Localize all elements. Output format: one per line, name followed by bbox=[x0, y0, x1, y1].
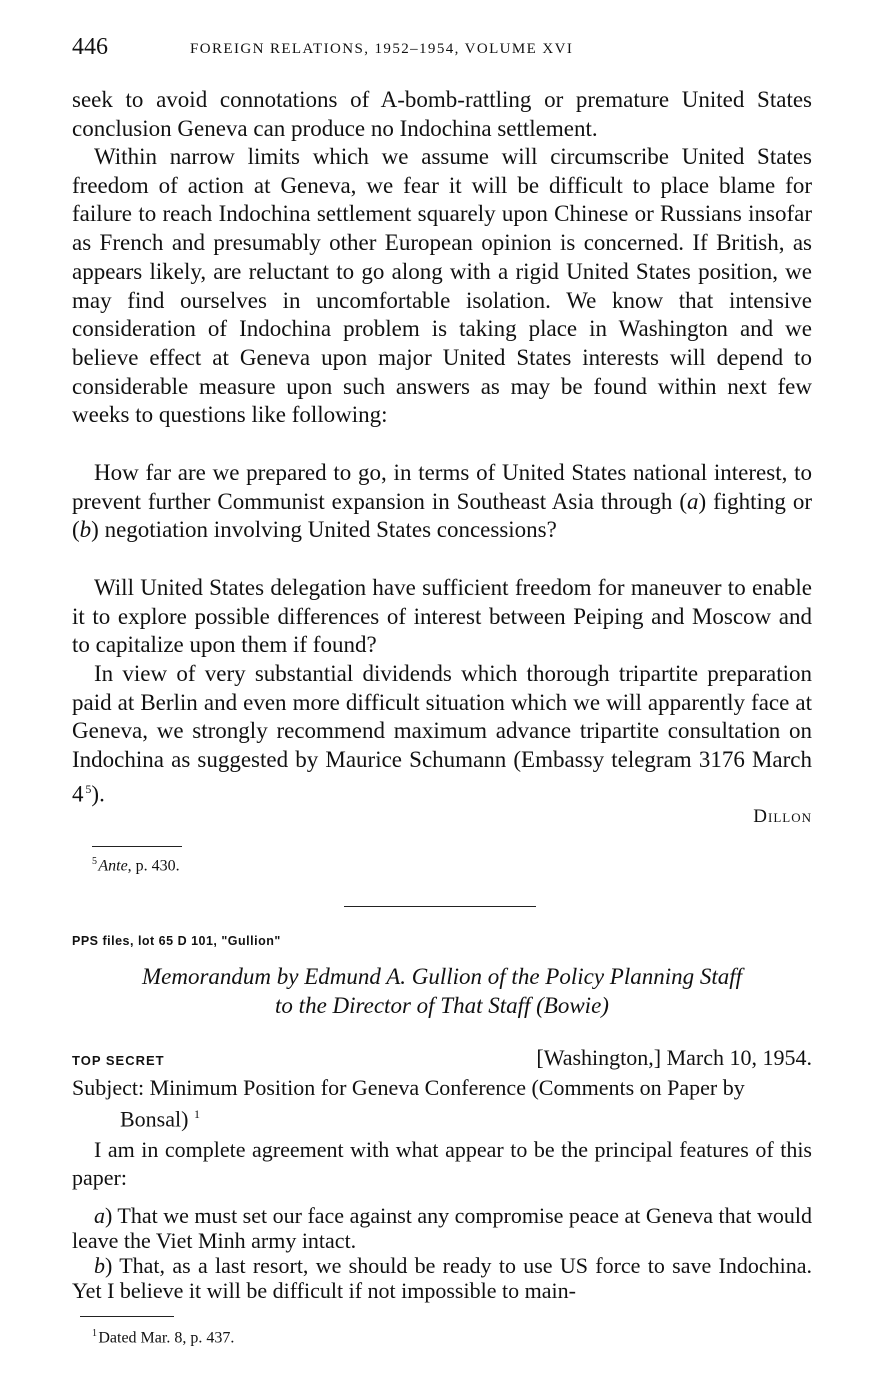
running-header bbox=[72, 34, 812, 64]
item-b-text: ) That, as a last resort, we should be ready to use US force to save Indochina. Yet I believe it will be difficult if not impossible to main- bbox=[72, 1253, 812, 1303]
telegram-paragraph-5 bbox=[72, 660, 812, 809]
footnote-ref-5: 5 bbox=[85, 781, 92, 796]
footnote-mark-1: 1 bbox=[92, 1328, 97, 1339]
footnote-mark: 5 bbox=[92, 856, 97, 867]
footnote-ref-1: 1 bbox=[193, 1107, 200, 1121]
subject-line bbox=[72, 1074, 812, 1132]
item-a-letter: a bbox=[94, 1203, 105, 1228]
footnote-rule-2 bbox=[80, 1316, 174, 1317]
p3-text-a: How far are we prepared to go, in terms of United States national interest, to prevent further Communist expansion in Southeast Asia through ( bbox=[72, 460, 812, 514]
subject-text: Subject: Minimum Position for Geneva Conference (Comments on Paper by Bonsal) bbox=[72, 1075, 745, 1132]
footnote-rule bbox=[92, 846, 182, 847]
footnote-1 bbox=[92, 1328, 234, 1347]
memo-paragraph-1: I am in complete agreement with what appear to be the principal features of this paper: bbox=[72, 1137, 812, 1190]
memo-item-a bbox=[72, 1203, 812, 1253]
source-note: PPS files, lot 65 D 101, "Gullion" bbox=[72, 934, 281, 948]
dateline: [Washington,] March 10, 1954. bbox=[536, 1045, 812, 1070]
p3-text-c: ) negotiation involving United States concessions? bbox=[91, 517, 557, 543]
memo-title-line-1: Memorandum by Edmund A. Gullion of the Policy Planning Staff bbox=[141, 964, 743, 989]
footnote-5 bbox=[92, 856, 180, 875]
p3-text-b: ) fighting or ( bbox=[72, 488, 812, 543]
signature: Dillon bbox=[753, 806, 812, 827]
p5-text: In view of very substantial dividends which thorough tripartite preparation paid at Berlin and even more difficult situation which we will apparently face at Geneva, we strongly recommend maximum advance tripartite consultation on Indochina as suggested by Maurice Schumann (Embassy telegram 3176 March 4 bbox=[72, 661, 812, 807]
page-number: 446 bbox=[72, 34, 108, 60]
p3-letter-a: a bbox=[686, 488, 699, 514]
item-a-text: ) That we must set our face against any compromise peace at Geneva that would leave the Viet Minh army intact. bbox=[72, 1203, 813, 1253]
memo-title bbox=[72, 962, 812, 1020]
memo-item-b bbox=[72, 1253, 812, 1303]
footnote-text: , p. 430. bbox=[127, 857, 180, 875]
item-b-letter: b bbox=[94, 1253, 105, 1278]
classification: TOP SECRET bbox=[72, 1053, 165, 1068]
telegram-paragraph-1: seek to avoid connotations of A-bomb-rattling or premature United States conclusion Geneva can produce no Indochina settlement. bbox=[72, 87, 812, 141]
telegram-paragraph-2: Within narrow limits which we assume will circumscribe United States freedom of action at Geneva, we fear it will be difficult to place blame for failure to reach Indochina settlement squarely upon Chinese or Russians insofar as French and presumably other European opinion is concerned. If British, as appears likely, are reluctant to go along with a rigid United States position, we may find ourselves in uncomfortable isolation. We know that intensive consideration of Indochina problem is taking place in Washington and we believe effect at Geneva upon major United States interests will depend to considerable measure upon such answers as may be found within next few weeks to questions like following: bbox=[72, 144, 812, 428]
p5-end: ). bbox=[91, 781, 105, 807]
telegram-paragraph-4: Will United States delegation have sufficient freedom for maneuver to enable it to explore possible differences of interest between Peiping and Moscow and to capitalize upon them if found? bbox=[72, 575, 812, 658]
footnote-1-text: Dated Mar. 8, p. 437. bbox=[98, 1329, 235, 1347]
running-title: FOREIGN RELATIONS, 1952–1954, VOLUME XVI bbox=[190, 41, 574, 57]
footnote-italic: Ante bbox=[98, 857, 128, 875]
telegram-paragraph-3 bbox=[72, 459, 812, 545]
p3-letter-b: b bbox=[79, 517, 92, 543]
memo-title-line-2: to the Director of That Staff (Bowie) bbox=[275, 993, 609, 1018]
section-divider bbox=[344, 906, 536, 907]
